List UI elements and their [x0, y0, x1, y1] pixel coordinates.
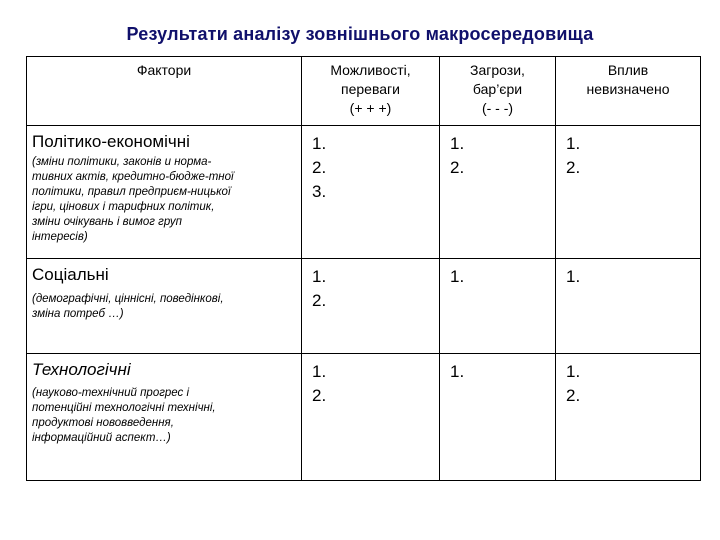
- list-item: 1.: [450, 267, 465, 286]
- undefined-cell: [556, 354, 701, 481]
- description-line: інтересів): [32, 231, 88, 243]
- factor-title: Технологічні: [32, 360, 131, 379]
- list-item: 3.: [312, 182, 327, 201]
- description-line: зміни очікувань і вимог груп: [32, 216, 182, 228]
- list-item: 1.: [566, 134, 581, 153]
- list-item: 2.: [312, 291, 327, 310]
- macro-environment-table: [26, 56, 701, 481]
- factor-title: Політико-економічні: [32, 132, 190, 151]
- page-title: Результати аналізу зовнішнього макросередовища: [126, 24, 594, 44]
- header-opportunities: [302, 57, 440, 126]
- description-line: інформаційний аспект…): [32, 432, 171, 444]
- description-line: зміна потреб …): [32, 308, 124, 320]
- opportunities-cell: [302, 354, 440, 481]
- list-item: 1.: [312, 362, 327, 381]
- header-threats-line: (- - -): [481, 100, 514, 116]
- list-item: 1.: [566, 267, 581, 286]
- threats-cell: [440, 259, 556, 354]
- factor-description: [32, 386, 297, 446]
- description-line: (демографічні, ціннісні, поведінкові,: [32, 293, 224, 305]
- factor-cell: [27, 354, 302, 481]
- description-line: (зміни політики, законів и норма-: [32, 156, 212, 168]
- description-line: ігри, цінових і тарифних політик,: [32, 201, 215, 213]
- header-opportunities-line: переваги: [341, 81, 400, 97]
- list-item: 1.: [566, 362, 581, 381]
- list-item: 1.: [312, 134, 327, 153]
- opportunities-cell: [302, 126, 440, 259]
- table-row: [27, 126, 701, 259]
- description-line: потенційні технологічні технічні,: [32, 402, 216, 414]
- table-row: [27, 259, 701, 354]
- list-item: 2.: [566, 158, 581, 177]
- header-factors: [27, 57, 302, 126]
- factor-description: [32, 155, 297, 245]
- description-line: (науково-технічний прогрес і: [32, 387, 190, 399]
- description-line: продуктові нововведення,: [32, 417, 174, 429]
- list-item: 2.: [566, 386, 581, 405]
- undefined-cell: [556, 126, 701, 259]
- factor-cell: [27, 126, 302, 259]
- description-line: тивних актів, кредитно-бюдже-тної: [32, 171, 234, 183]
- list-item: 1.: [450, 134, 465, 153]
- opportunities-cell: [302, 259, 440, 354]
- factor-cell: [27, 259, 302, 354]
- header-opportunities-line: Можливості,: [330, 62, 411, 78]
- list-item: 2.: [312, 158, 327, 177]
- factor-description: [32, 292, 297, 322]
- header-factors-label: Фактори: [136, 62, 192, 78]
- header-threats: [440, 57, 556, 126]
- list-item: 1.: [312, 267, 327, 286]
- header-undefined: [556, 57, 701, 126]
- list-item: 1.: [450, 362, 465, 381]
- header-row: [27, 57, 701, 126]
- list-item: 2.: [312, 386, 327, 405]
- undefined-cell: [556, 259, 701, 354]
- table-row: [27, 354, 701, 481]
- threats-cell: [440, 126, 556, 259]
- threats-cell: [440, 354, 556, 481]
- header-undefined-line: невизначено: [586, 81, 670, 97]
- header-threats-line: Загрози,: [470, 62, 525, 78]
- header-undefined-line: Вплив: [607, 62, 649, 78]
- factor-title: Соціальні: [32, 265, 109, 284]
- header-threats-line: бар’єри: [472, 81, 523, 97]
- list-item: 2.: [450, 158, 465, 177]
- header-opportunities-line: (+ + +): [349, 100, 392, 116]
- description-line: політики, правил предприєм-ницької: [32, 186, 231, 198]
